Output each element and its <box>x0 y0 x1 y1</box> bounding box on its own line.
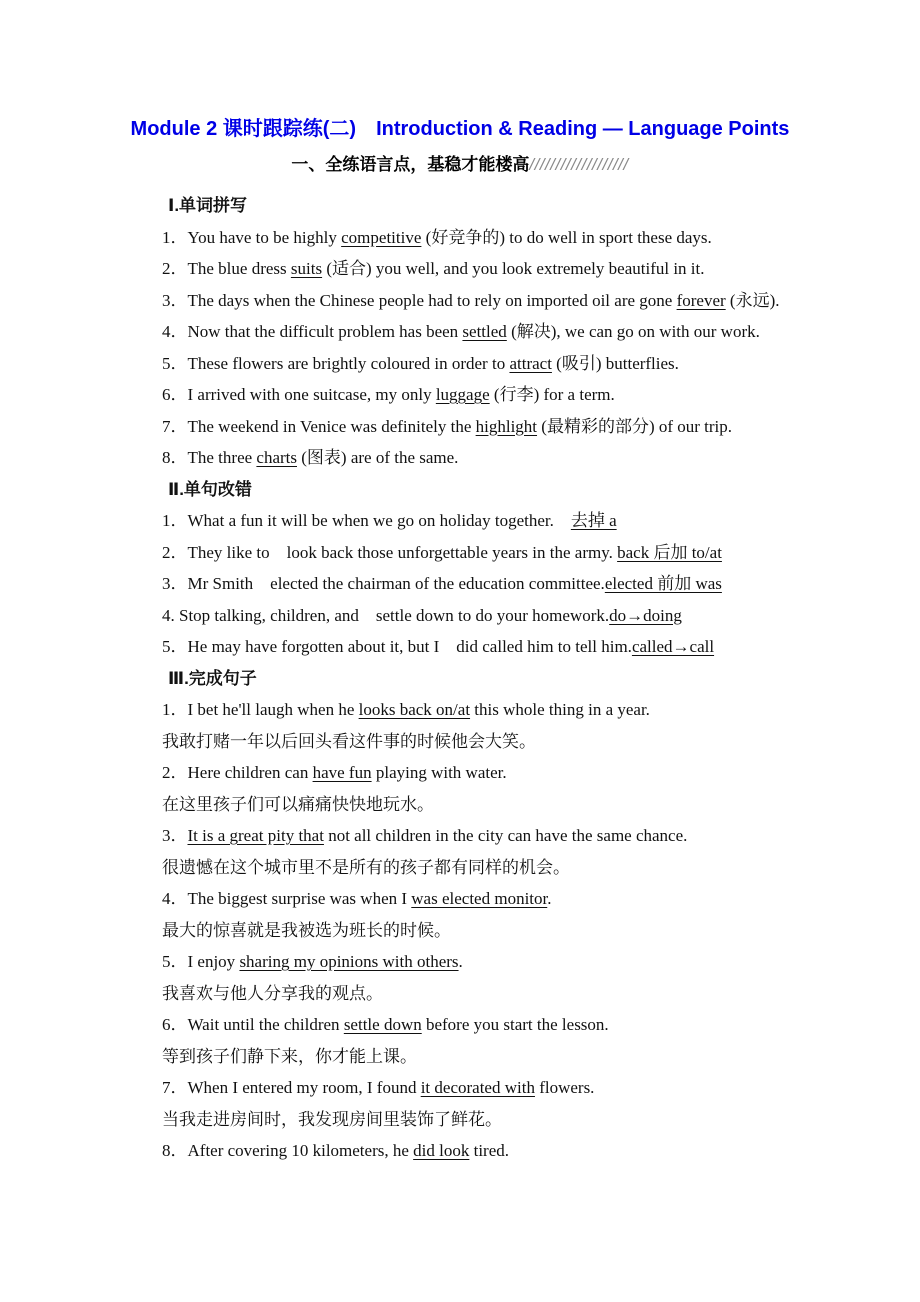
exercise-line <box>162 316 790 348</box>
sentence-text: 3．The days when the Chinese people had to rely on imported oil are gone <box>162 290 677 310</box>
sentence-text: 很遗憾在这个城市里不是所有的孩子都有同样的机会。 <box>162 857 570 877</box>
sentence-text: 5．He may have forgotten about it, but I did called him to tell him. <box>162 637 632 656</box>
sentence-text: 7．When I entered my room, I found <box>162 1078 421 1097</box>
exercise-line <box>162 757 790 789</box>
sentence-text: 3． <box>162 826 188 845</box>
section-heading: Ⅱ.单句改错 <box>168 479 252 499</box>
sentence-text: 1．I bet he'll laugh when he <box>162 700 359 719</box>
exercise-line <box>162 883 790 915</box>
sentence-text: 1．What a fun it will be when we go on holiday together. <box>162 511 571 530</box>
sentence-text: before you start the lesson. <box>421 1015 609 1034</box>
sentence-text: 当我走进房间时，我发现房间里装饰了鲜花。 <box>162 1109 502 1129</box>
translation-line <box>162 789 790 821</box>
underlined-answer: do→doing <box>609 605 682 625</box>
underlined-answer: settled <box>462 322 507 341</box>
section-heading: Ⅲ.完成句子 <box>168 668 257 688</box>
sentence-text: (最精彩的部分) of our trip. <box>537 416 733 436</box>
page-title: Module 2 课时跟踪练(二) Introduction & Reading — Language Points <box>130 118 790 140</box>
translation-line <box>162 978 790 1010</box>
sentence-text: (解决), we can go on with our work. <box>506 322 760 341</box>
exercise-line <box>162 1072 790 1104</box>
sentence-text: 在这里孩子们可以痛痛快快地玩水。 <box>162 794 434 814</box>
underlined-answer: 去掉 a <box>570 511 617 530</box>
sentence-text: 1．You have to be highly <box>162 227 342 247</box>
underlined-answer: highlight <box>475 416 538 436</box>
exercise-line <box>162 694 790 726</box>
section-lines <box>162 505 790 663</box>
sentence-text: 4. Stop talking, children, and settle down to do your homework. <box>162 605 610 625</box>
section-complete-sentences <box>162 663 790 1167</box>
worksheet-content <box>0 190 920 1167</box>
underlined-answer: looks back on/at <box>358 700 471 719</box>
sentence-text: flowers. <box>534 1078 595 1097</box>
exercise-line <box>162 537 790 569</box>
sentence-text: not all children in the city can have the same chance. <box>323 826 688 845</box>
exercise-line <box>162 820 790 852</box>
underlined-answer: It is a great pity that <box>187 826 324 845</box>
sentence-text: 2．The blue dress <box>162 259 291 278</box>
exercise-line <box>162 1009 790 1041</box>
translation-line <box>162 1104 790 1136</box>
underlined-answer: have fun <box>312 763 372 782</box>
section-word-spelling <box>162 190 790 474</box>
underlined-answer: did look <box>413 1141 470 1160</box>
sentence-text: (永远). <box>725 290 780 310</box>
translation-line <box>162 726 790 758</box>
exercise-line <box>162 348 790 380</box>
exercise-line <box>162 222 790 254</box>
underlined-answer: competitive <box>341 227 422 247</box>
sentence-text: (吸引) butterflies. <box>551 353 679 373</box>
exercise-line <box>162 442 790 474</box>
section-banner <box>0 154 920 176</box>
underlined-answer: it decorated with <box>420 1078 535 1097</box>
sentence-text: (图表) are of the same. <box>297 448 459 467</box>
sentence-text: 最大的惊喜就是我被选为班长的时候。 <box>162 920 451 940</box>
section-lines <box>162 694 790 1167</box>
section-heading: Ⅰ.单词拼写 <box>168 196 248 215</box>
exercise-line <box>162 631 790 663</box>
underlined-answer: was elected monitor <box>411 889 548 908</box>
sentence-text: . <box>547 889 552 908</box>
translation-line <box>162 915 790 947</box>
section-sentence-correction <box>162 474 790 663</box>
translation-line <box>162 1041 790 1073</box>
underlined-answer: back 后加 to/at <box>617 542 722 562</box>
sentence-text: 4．Now that the difficult problem has been <box>162 322 463 341</box>
translation-line <box>162 852 790 884</box>
underlined-answer: sharing my opinions with others <box>239 952 459 971</box>
underlined-answer: attract <box>509 353 552 373</box>
sentence-text: 8．The three <box>162 448 257 467</box>
sentence-text: 7．The weekend in Venice was definitely the <box>162 416 476 436</box>
sentence-text: (适合) you well, and you look extremely beautiful in it. <box>322 259 705 278</box>
exercise-line <box>162 253 790 285</box>
sentence-text: 6．I arrived with one suitcase, my only <box>162 385 436 404</box>
exercise-line <box>162 946 790 978</box>
sentence-text: 6．Wait until the children <box>162 1015 344 1034</box>
underlined-answer: luggage <box>435 385 490 404</box>
sentence-text: 等到孩子们静下来，你才能上课。 <box>162 1046 417 1066</box>
exercise-line <box>162 600 790 632</box>
sentence-text: playing with water. <box>371 763 507 782</box>
underlined-answer: elected 前加 was <box>604 574 722 593</box>
sentence-text: 4．The biggest surprise was when I <box>162 889 412 908</box>
exercise-line <box>162 1135 790 1167</box>
underlined-answer: settle down <box>343 1015 422 1034</box>
underlined-answer: called→call <box>631 637 715 656</box>
sentence-text: 8．After covering 10 kilometers, he <box>162 1141 414 1160</box>
banner-slashes-decoration: /////////////////// <box>529 155 629 174</box>
exercise-line <box>162 568 790 600</box>
underlined-answer: charts <box>256 448 297 467</box>
sentence-text: 5．I enjoy <box>162 952 240 971</box>
sentence-text: (行李) for a term. <box>489 385 615 404</box>
sentence-text: tired. <box>469 1141 510 1160</box>
underlined-answer: forever <box>676 290 726 310</box>
banner-text: 一、全练语言点，基稳才能楼高 <box>291 155 530 174</box>
sentence-text: . <box>458 952 463 971</box>
sentence-text: 我喜欢与他人分享我的观点。 <box>162 983 383 1003</box>
sentence-text: 2．Here children can <box>162 763 313 782</box>
sentence-text: (好竞争的) to do well in sport these days. <box>421 227 712 247</box>
exercise-line <box>162 505 790 537</box>
sentence-text: 5．These flowers are brightly coloured in order to <box>162 353 510 373</box>
section-lines <box>162 222 790 474</box>
underlined-answer: suits <box>290 259 323 278</box>
exercise-line <box>162 411 790 443</box>
sentence-text: 3．Mr Smith elected the chairman of the education committee. <box>162 574 605 593</box>
sentence-text: this whole thing in a year. <box>470 700 650 719</box>
exercise-line <box>162 285 790 317</box>
exercise-line <box>162 379 790 411</box>
sentence-text: 2．They like to look back those unforgettable years in the army. <box>162 542 618 562</box>
sentence-text: 我敢打赌一年以后回头看这件事的时候他会大笑。 <box>162 731 536 751</box>
